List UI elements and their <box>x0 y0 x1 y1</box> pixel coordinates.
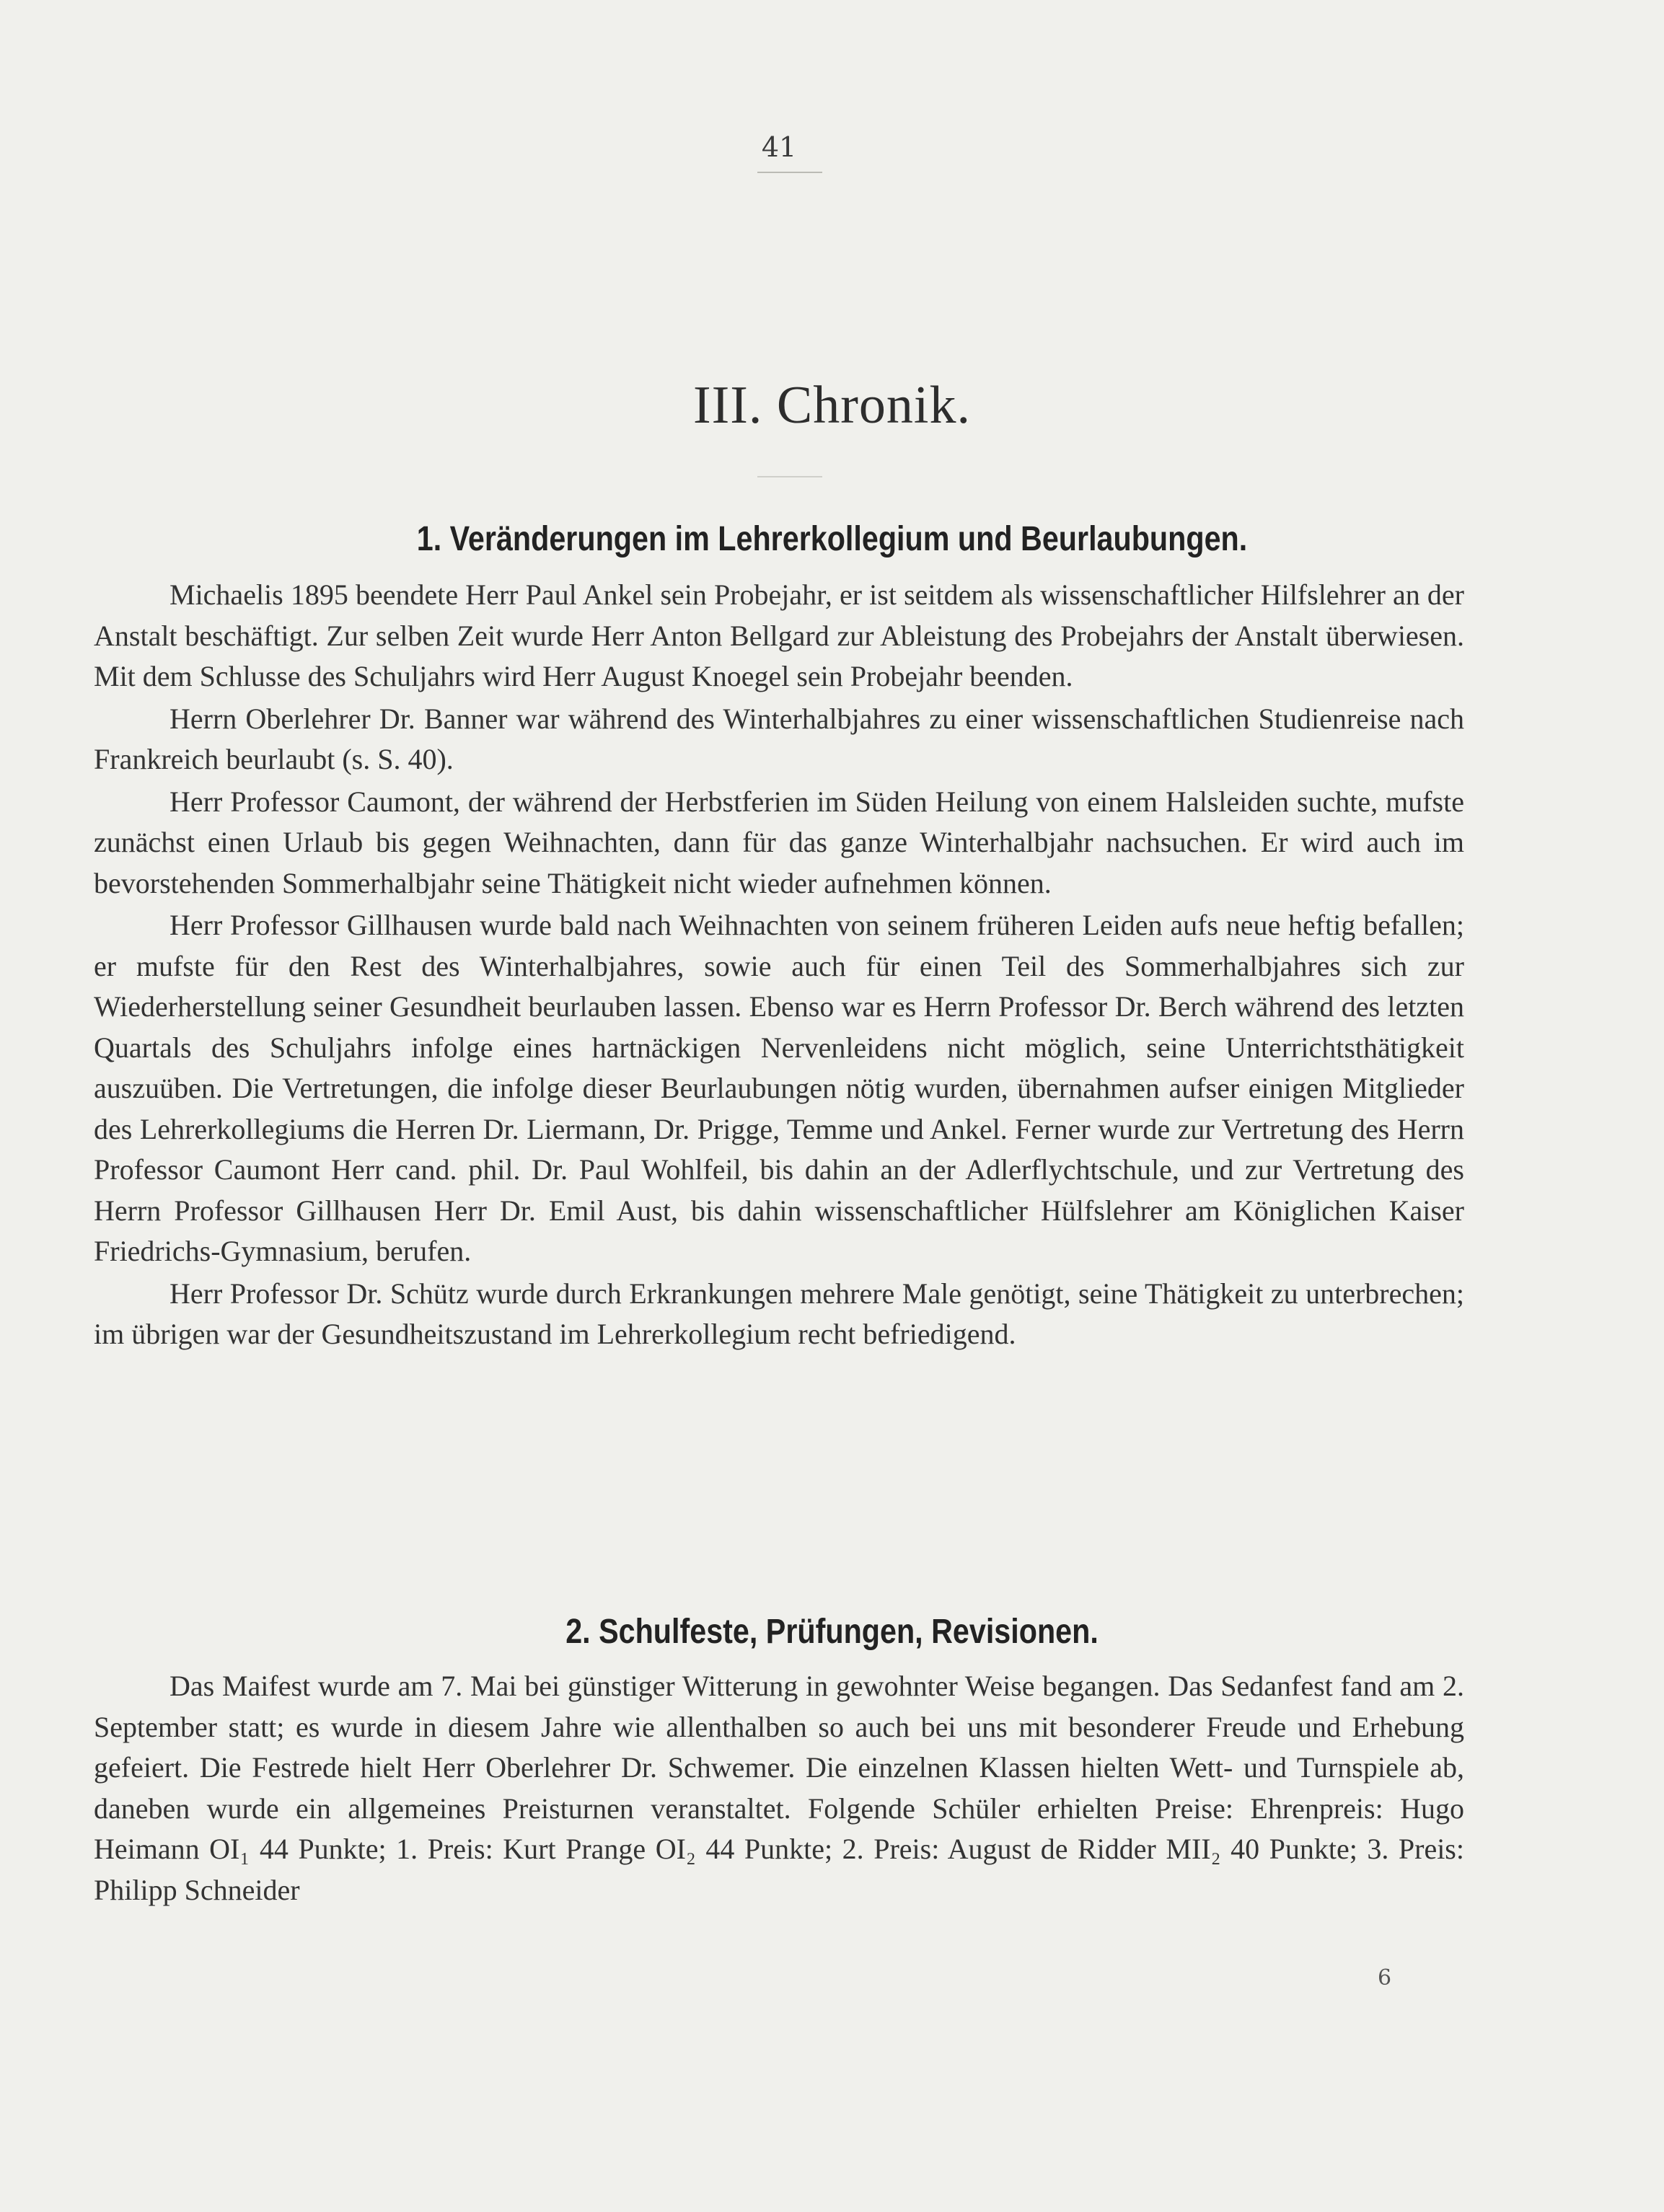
paragraph: Herr Professor Caumont, der während der Herbstferien im Süden Heilung von einem Halsleiden suchte, mufste zunächst einen Urlaub bis gegen Weihnachten, dann für das ganze Winterhalbjahr nachsuchen. Er wird auch im bevorstehenden Sommerhalbjahr seine Thätigkeit nicht wieder aufnehmen können. <box>94 785 1464 899</box>
paragraph: Michaelis 1895 beendete Herr Paul Ankel sein Probejahr, er ist seitdem als wissenschaftlicher Hilfslehrer an der Anstalt beschäftigt. Zur selben Zeit wurde Herr Anton Bellgard zur Ableistung des Probejahrs der Anstalt überwiesen. Mit dem Schlusse des Schuljahrs wird Herr August Knoegel sein Probejahr beenden. <box>94 578 1464 692</box>
subsection-body-2 <box>94 1666 1464 1912</box>
signature-mark: 6 <box>1378 1965 1392 1991</box>
subsection-heading-1: 1. Veränderungen im Lehrerkollegium und Beurlaubungen. <box>416 520 1248 558</box>
subsection-heading-2: 2. Schulfeste, Prüfungen, Revisionen. <box>565 1613 1099 1651</box>
paragraph: Herrn Oberlehrer Dr. Banner war während des Winterhalbjahres zu einer wissenschaftlichen Studienreise nach Frankreich beurlaubt (s. S. 40). <box>94 702 1464 775</box>
page-number: 41 <box>761 131 797 163</box>
section-title: III. Chronik. <box>693 376 971 435</box>
paragraph: Herr Professor Gillhausen wurde bald nach Weihnachten von seinem früheren Leiden aufs neue heftig befallen; er mufste für den Rest des Winterhalbjahres, sowie auch für einen Teil des Sommerhalbjahres sich zur Wiederherstellung seiner Gesundheit beurlauben lassen. Ebenso war es Herrn Professor Dr. Berch während des letzten Quartals des Schuljahrs infolge eines hartnäckigen Nervenleidens nicht möglich, seine Unterrichtsthätigkeit auszuüben. Die Vertretungen, die infolge dieser Beurlaubungen nötig wurden, übernahmen aufser einigen Mitglieder des Lehrerkollegiums die Herren Dr. Liermann, Dr. Prigge, Temme und Ankel. Ferner wurde zur Vertretung des Herrn Professor Caumont Herr cand. phil. Dr. Paul Wohlfeil, bis dahin an der Adlerflychtschule, und zur Vertretung des Herrn Professor Gillhausen Herr Dr. Emil Aust, bis dahin wissenschaftlicher Hülfslehrer am Königlichen Kaiser Friedrichs-Gymnasium, berufen. <box>94 909 1464 1267</box>
paragraph: Das Maifest wurde am 7. Mai bei günstiger Witterung in gewohnter Weise begangen. Das Sedanfest fand am 2. September statt; es wurde in diesem Jahre wie allenthalben so auch bei uns mit besonderer Freude und Erhebung gefeiert. Die Festrede hielt Herr Oberlehrer Dr. Schwemer. Die einzelnen Klassen hielten Wett- und Turnspiele ab, daneben wurde ein allgemeines Preisturnen veranstaltet. Folgende Schüler erhielten Preise: Ehrenpreis: Hugo Heimann OI₁ 44 Punkte; 1. Preis: Kurt Prange OI₂ 44 Punkte; 2. Preis: August de Ridder MII₂ 40 Punkte; 3. Preis: Philipp Schneider <box>94 1670 1464 1906</box>
subsection-body-1 <box>94 575 1464 1357</box>
paragraph: Herr Professor Dr. Schütz wurde durch Erkrankungen mehrere Male genötigt, seine Thätigkeit zu unterbrechen; im übrigen war der Gesundheitszustand im Lehrerkollegium recht befriedigend. <box>94 1277 1464 1350</box>
page-number-rule <box>757 172 822 173</box>
title-rule <box>757 476 822 477</box>
